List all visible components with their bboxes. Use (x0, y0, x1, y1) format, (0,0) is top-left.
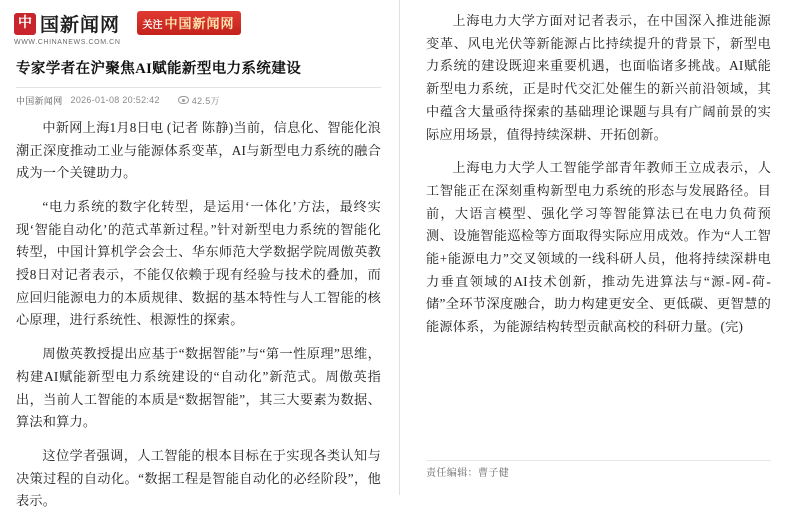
paragraph: 周傲英教授提出应基于“数据智能”与“第一性原理”思维，构建AI赋能新型电力系统建设的“自动化”新范式。周傲英指出，当前人工智能的本质是“数据智能”，其三大要素为数据、算法和算力。 (16, 346, 381, 430)
editor-label: 责任编辑： (426, 468, 478, 479)
page-title: 专家学者在沪聚焦AI赋能新型电力系统建设 (16, 61, 302, 77)
view-count-value: 42.5万 (191, 95, 220, 106)
logo-text: 国新闻网 (40, 15, 121, 36)
view-count (178, 94, 220, 107)
site-logo[interactable] (14, 10, 121, 46)
article-left-column (0, 0, 399, 509)
site-header (14, 10, 381, 44)
paragraph: “电力系统的数字化转型，是运用‘一体化’方法，最终实现‘智能自动化’的范式革新过程。”针对新型电力系统的智能化转型，中国计算机学会会士、华东师范大学数据学院周傲英教授8日对记者表示，不能仅依赖于现有经验与技术的叠加，而应回归能源电力的本质规律、数据的基本特性与人工智能的核心原理，进行系统性、根源性的探索。 (16, 198, 381, 328)
follow-badge-text: 中国新闻网 (164, 16, 235, 31)
follow-badge-prefix: 关注 (142, 20, 163, 31)
title-divider (16, 87, 381, 88)
paragraph: 上海电力大学方面对记者表示，在中国深入推进能源变革、风电光伏等新能源占比持续提升的背景下，新型电力系统的建设既迎来重要机遇，也面临诸多挑战。AI赋能新型电力系统，正是时代交汇处催生的新兴前沿领域，其中蕴含大量亟待探索的基础理论课题与具有广阔前景的实际应用场景，值得持续深耕、开拓创新。 (426, 13, 771, 142)
paragraph: 上海电力大学人工智能学部青年教师王立成表示，人工智能正在深刻重构新型电力系统的形态与发展路径。目前，大语言模型、强化学习等智能算法已在电力负荷预测、设施智能巡检等方面取得实际应用成效。作为“人工智能+能源电力”交叉领域的一线科研人员，他将持续深耕电力垂直领域的AI技术创新，推动先进算法与“源-网-荷-储”全环节深度融合，助力构建更安全、更低碳、更智慧的能源体系，为能源结构转型贡献高校的科研力量。(完) (426, 160, 771, 335)
paragraph: 中新网上海1月8日电 (记者 陈静)当前，信息化、智能化浪潮正深度推动工业与能源体系变革，AI与新型电力系统的融合成为一个关键助力。 (16, 119, 381, 181)
article-right-column (400, 0, 799, 495)
logo-mark-icon: 中 (14, 13, 36, 35)
logo-url: WWW.CHINANEWS.COM.CN (14, 39, 121, 46)
logo-lockup (14, 10, 121, 37)
article-body-left (16, 117, 381, 513)
eye-icon (178, 96, 189, 104)
editor-name: 曹子健 (478, 468, 510, 479)
article-meta (16, 94, 381, 107)
paragraph: 这位学者强调，人工智能的根本目标在于实现各类认知与决策过程的自动化。“数据工程是智能自动化的必经阶段”，他表示。 (16, 447, 381, 509)
article-timestamp: 2026-01-08 20:52:42 (70, 95, 160, 106)
follow-badge[interactable] (137, 11, 241, 35)
editor-divider (426, 460, 771, 461)
article-source: 中国新闻网 (16, 95, 63, 106)
editor-credit (426, 464, 509, 479)
